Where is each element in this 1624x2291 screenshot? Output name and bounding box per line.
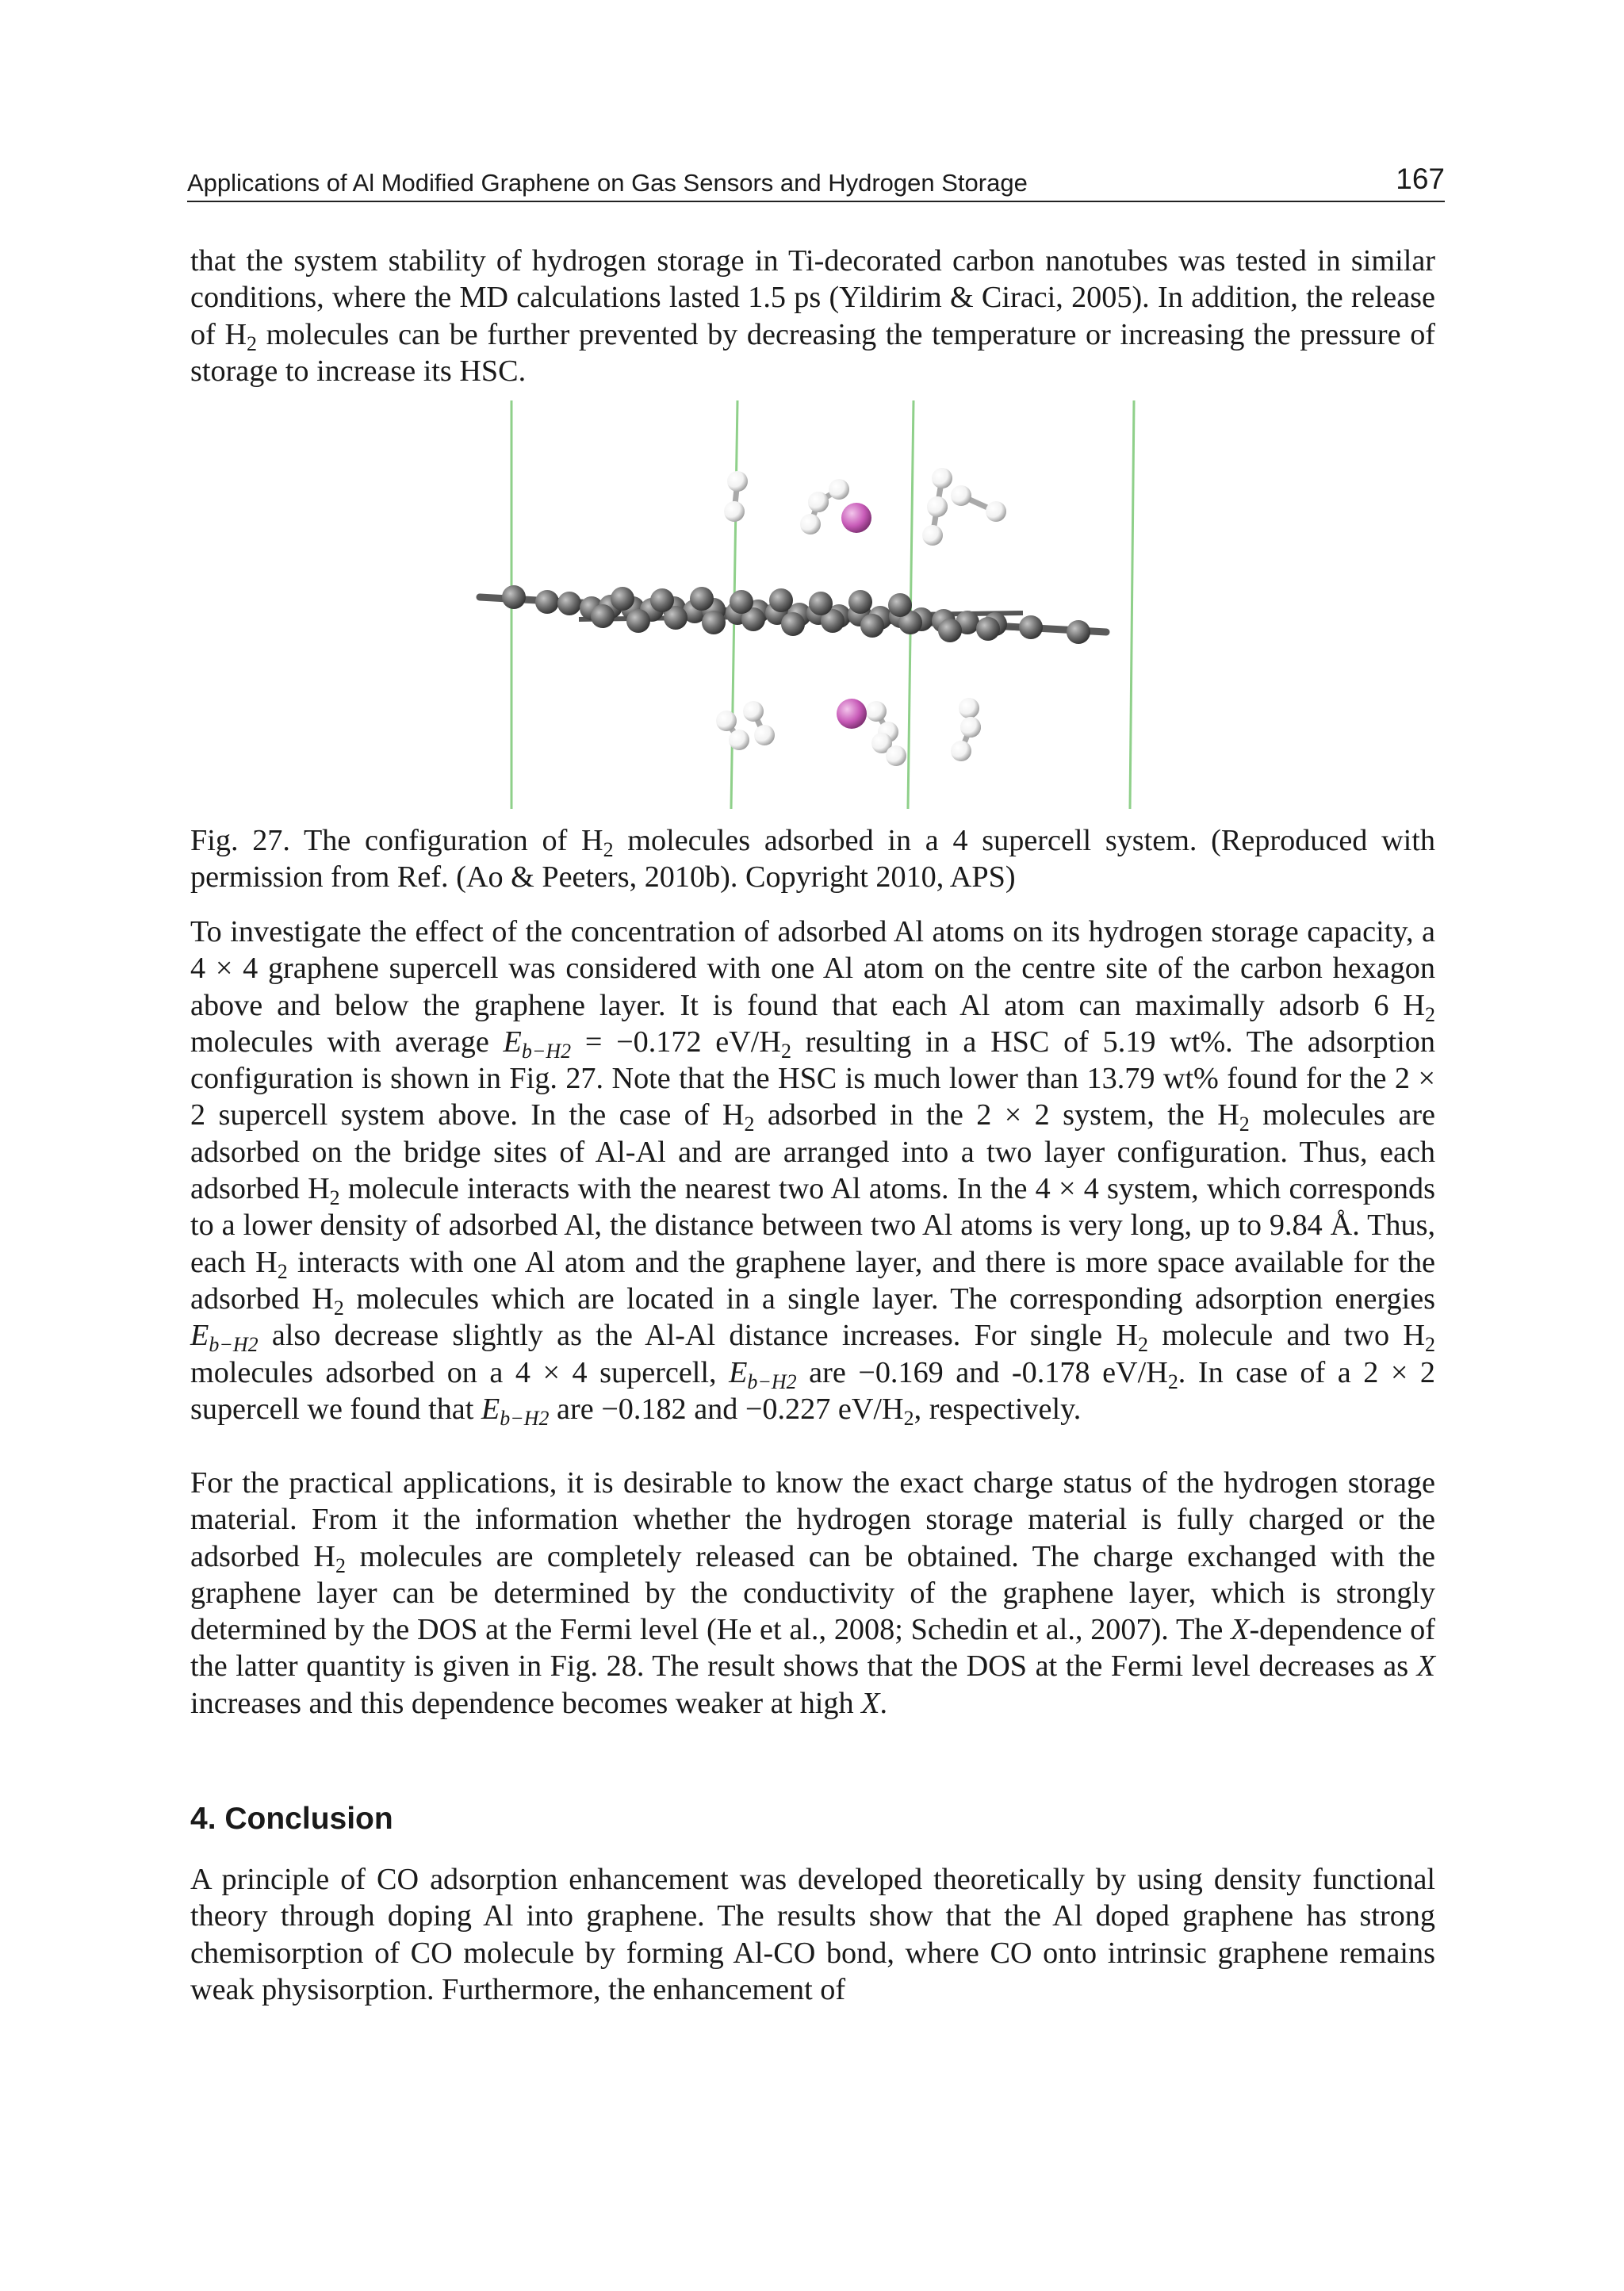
carbon-atom bbox=[860, 614, 884, 638]
carbon-atom bbox=[888, 593, 912, 617]
aluminum-atom bbox=[841, 503, 871, 533]
carbon-atom bbox=[557, 592, 581, 615]
figure-27 bbox=[476, 400, 1150, 813]
carbon-atom bbox=[1019, 615, 1043, 639]
carbon-atom bbox=[730, 590, 753, 614]
h2-configuration-figure bbox=[476, 400, 1150, 813]
carbon-atom bbox=[690, 587, 714, 611]
carbon-atom bbox=[502, 585, 526, 609]
section-heading-conclusion: 4. Conclusion bbox=[190, 1802, 393, 1836]
intro-paragraph: that the system stability of hydrogen storage in Ti-decorated carbon nanotubes was tested in similar conditions, where the MD calculations lasted 1.5 ps (Yildirim & Ciraci, 2005). In addition, the release of $H_2$ molecules can be further prevented by decreasing the temperature or increasing the pressure of storage to increase its HSC. bbox=[190, 244, 1436, 388]
hydrogen-atom bbox=[729, 730, 749, 750]
carbon-atom bbox=[702, 611, 726, 634]
hydrogen-atom bbox=[743, 701, 764, 722]
page-number: 167 bbox=[1396, 163, 1445, 195]
carbon-atom bbox=[769, 588, 793, 612]
carbon-atom bbox=[938, 619, 962, 642]
carbon-atom bbox=[650, 588, 674, 612]
hydrogen-atom bbox=[932, 468, 952, 488]
carbon-atom bbox=[976, 617, 1000, 641]
aluminum-atom bbox=[837, 699, 867, 729]
hydrogen-atom bbox=[808, 492, 829, 512]
running-title: Applications of Al Modified Graphene on Gas Sensors and Hydrogen Storage bbox=[187, 169, 1028, 197]
hydrogen-atom bbox=[951, 485, 971, 506]
hydrogen-atom bbox=[800, 514, 821, 534]
hydrogen-atom bbox=[951, 741, 971, 761]
paragraph-charge-status: For the practical applications, it is desirable to know the exact charge status of the hydrogen storage material. From it the information whether the hydrogen storage material is fully charged or the adsorbed $H_2$ molecules are completely released can be obtained. The charge exchanged with the graphene layer can be determined by the conductivity of the graphene layer, which is strongly determined by the DOS at the Fermi level (He et al., 2008; Schedin et al., 2007). The X-dependence of the latter quantity is given in Fig. 28. The result shows that the DOS at the Fermi level decreases as X increases and this dependence becomes weaker at high X. bbox=[190, 1466, 1435, 1720]
hydrogen-atom bbox=[986, 501, 1006, 522]
paragraph-concentration: To investigate the effect of the concentration of adsorbed Al atoms on its hydrogen storage capacity, a 4 × 4 graphene supercell was considered with one Al atom on the centre site of the carbon hexagon above and below the graphene layer. It is found that each Al atom can maximally adsorb 6 $H_2$ molecules with average $E_{b-H2} = -0.172$ $eV/H_2$ resulting in a HSC of 5.19 wt%. The adsorption configuration is shown in Fig. 27. Note that the HSC is much lower than 13.79 wt% found for the 2 × 2 supercell system above. In the case of $H_2$ adsorbed in the 2 × 2 system, the $H_2$ molecules are adsorbed on the bridge sites of Al-Al and are arranged into a two layer configuration. Thus, each adsorbed $H_2$ molecule interacts with the nearest two Al atoms. In the 4 × 4 system, which corresponds to a lower density of adsorbed Al, the distance between two Al atoms is very long, up to 9.84 Å. Thus, each $H_2$ interacts with one Al atom and the graphene layer, and there is more space available for the adsorbed $H_2$ molecules which are located in a single layer. The corresponding adsorption energies $E_{b-H2}$ also decrease slightly as the Al-Al distance increases. For single $H_2$ molecule and two $H_2$ molecules adsorbed on a 4 × 4 supercell, $E_{b-H2}$ are −0.169 and -0.178 $eV/H_2$. In case of a 2 × 2 supercell we found that $E_{b-H2}$ are −0.182 and −0.227 $eV/H_2$, respectively. bbox=[190, 915, 1436, 1430]
hydrogen-atom bbox=[727, 471, 748, 492]
hydrogen-atom bbox=[866, 701, 887, 722]
carbon-atom bbox=[1067, 620, 1090, 644]
running-header bbox=[187, 163, 1445, 202]
hydrogen-atom bbox=[886, 745, 906, 766]
hydrogen-atom bbox=[829, 479, 849, 500]
figure-caption: Fig. 27. The configuration of $H_2$ molecules adsorbed in a 4 supercell system. (Reproduced with permission from Ref. (Ao & Peeters, 2010b). Copyright 2010, APS) bbox=[190, 824, 1435, 895]
hydrogen-atom bbox=[724, 501, 745, 522]
hydrogen-atom bbox=[927, 496, 948, 517]
carbon-atom bbox=[781, 612, 805, 636]
hydrogen-atom bbox=[754, 725, 775, 745]
carbon-atom bbox=[809, 592, 833, 615]
hydrogen-atom bbox=[960, 717, 981, 737]
hydrogen-atom bbox=[959, 698, 979, 718]
hydrogen-atom bbox=[922, 525, 943, 546]
carbon-atom bbox=[535, 590, 559, 614]
paragraph-conclusion: A principle of CO adsorption enhancement was developed theoretically by using density functional theory through doping Al into graphene. The results show that the Al doped graphene has strong chemisorption of CO molecule by forming Al-CO bond, where CO onto intrinsic graphene remains weak physisorption. Furthermore, the enhancement of bbox=[190, 1863, 1435, 2006]
carbon-atom bbox=[591, 604, 615, 628]
cell-boundary-line bbox=[1130, 400, 1134, 809]
hydrogen-atom bbox=[716, 711, 737, 731]
carbon-atom bbox=[626, 609, 650, 633]
carbon-atom bbox=[848, 590, 872, 614]
carbon-atom bbox=[611, 587, 634, 611]
